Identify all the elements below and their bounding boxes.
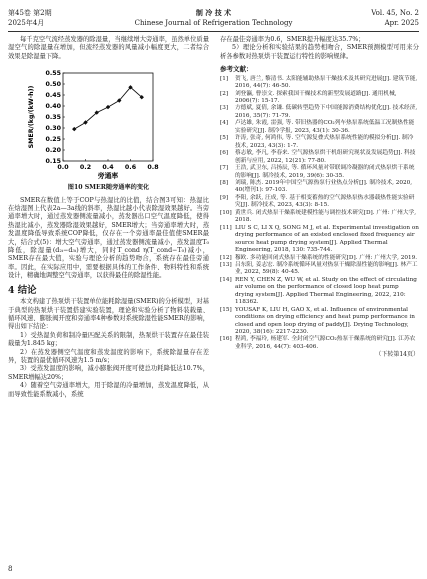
continued-note: （下转第14页） <box>375 351 419 359</box>
y-tick-label: 0.35 <box>45 114 61 122</box>
month-label: Apr. 2025 <box>384 19 419 27</box>
reference-number: [16] <box>220 336 232 343</box>
reference-list <box>220 76 419 352</box>
reference-number: [4] <box>220 120 229 127</box>
reference-text: 李阳, 余跃, 汪成, 等. 基于相变蓄热的空气源热泵热水器载热性能实验研究[J]. 制冷技术, 2023, 43(3): 8-15. <box>235 194 415 209</box>
reference-number: [8] <box>220 179 229 186</box>
reference-item <box>220 307 419 337</box>
reference-number: [7] <box>220 165 229 172</box>
reference-number: [5] <box>220 135 229 142</box>
paragraph: SMER在数值上等于COP与热湿比的比值，结合图3可知：热湿比在焓湿图上代表2a—3a线的斜率，热湿比越小代表除湿效果越好。当旁通率增大时，通过蒸发器侧流量减小，蒸发器出口空气温度降低，使得热湿比减小，蒸发器除湿效果越好，SMER增大；当旁通率增大时，蒸发温度降低导致系统COP降低，仅存在一个旁通率最佳值使SMER最大，结合式(5)：增大空气旁通率，通过蒸发器侧流量减小，蒸发温度T₀降低，除湿量(d₂ᵢ−d₃ᵢ)增大，同时T_cond η(T_cond−T₀)减小，SMER存在最大值，实验与理论分析的趋势吻合，系统存在最佳旁通率。因此，在实际应用中，需要根据具体的工作条件、物料特性和系统设计，精确地调整空气旁通率，以获得最佳的除湿性能。 <box>8 196 209 280</box>
y-tick-label: 0.30 <box>45 125 61 133</box>
conclusion-item: 4）随着空气旁通率增大，用于除湿的冷量增加，蒸发温度降低，从而导致性能系数减小，系统 <box>8 382 209 398</box>
references-title: 参考文献： <box>220 65 253 74</box>
plot-frame <box>63 73 153 161</box>
x-tick-label: 0.6 <box>124 164 137 172</box>
reference-item <box>220 336 419 351</box>
volume-label: Vol. 45, No. 2 <box>371 9 419 17</box>
reference-item <box>220 76 419 91</box>
reference-number: [12] <box>220 254 232 261</box>
reference-text: 刘瑞, 陈杰. 2019年中国空气源热泵行业热点分析[J]. 制冷技术, 2020, 40(增刊1): 97-103. <box>235 179 413 194</box>
reference-item <box>220 180 419 195</box>
journal-title-cn: 制 冷 技 术 <box>195 8 232 17</box>
page-header <box>8 8 419 38</box>
paragraph: 本文构建了热泵烘干装置单位能耗除湿量(SMER)的分析模型，对基于典型的热泵烘干装置搭建实验装置，理论和实验分析了物料装载量、循环风速、膨胀阀开度和旁通率4种参数对系统除湿性能SMER的影响，得出如下结论： <box>8 298 209 331</box>
reference-number: [3] <box>220 105 229 112</box>
y-tick-label: 0.45 <box>45 92 61 100</box>
reference-item <box>220 210 419 225</box>
reference-item <box>220 135 419 150</box>
reference-text: 刘登瀛, 曹崇文. 探索我国干燥技术的新型发展道路[J]. 通用机械, 2006(7): 15-17. <box>235 90 397 104</box>
conclusion-item: 5）理论分析和实验结果的趋势相吻合，SMER预测模型可用来分析各参数对热泵烘干装置运行特性的影响规律。 <box>220 44 419 60</box>
conclusion-item: 3）受蒸发温度的影响，减小膨胀阀开度可使总功耗降低达10.7%，SMER增幅达20%； <box>8 365 209 381</box>
data-point <box>72 127 76 131</box>
reference-text: 卢达雄, 朱霞, 雷强, 等. 带旧热器的CO₂列车热泵系统低温工况制热性能实验研究[J]. 制冷学报, 2023, 43(1): 30-36. <box>235 120 415 134</box>
reference-text: 方德斌, 夏倩, 余谦. 低碳转型趋势下中国能源消费结构优化[J]. 技术经济, 2016, 35(7): 71-79. <box>235 105 418 119</box>
reference-text: 吕东阳, 姜志宏. 制冷系统循环风量对热泵干燥除湿性能的影响[J]. 林产工业, 2022, 59(8): 40-45. <box>235 261 418 276</box>
issue-label: 第45卷 第2期 <box>8 9 52 17</box>
reference-item <box>220 165 419 180</box>
reference-item <box>220 120 419 135</box>
reference-text: 蔡志敏, 李凡, 李春来. 空气源热泵烘干机组研究现状及发展趋势[J]. 科技创新与应用, 2022, 12(21): 77-80. <box>235 150 416 164</box>
data-point <box>106 105 110 109</box>
y-tick-label: 0.40 <box>45 103 61 111</box>
reference-item <box>220 195 419 210</box>
reference-item <box>220 262 419 277</box>
reference-item <box>220 91 419 106</box>
reference-item <box>220 105 419 120</box>
reference-item <box>220 150 419 165</box>
figure-10 <box>8 65 209 183</box>
paragraph: 每千克空气流经蒸发器的除湿量，当继续增大旁通率，虽然单位质量湿空气的除湿量在增加，但流经蒸发器的风量减小幅度更大，二者综合效果是除湿量下降。 <box>8 36 209 60</box>
x-axis-label: 旁通率 <box>97 172 119 181</box>
y-tick-label: 0.50 <box>45 81 61 89</box>
reference-text: 王浩, 武卫东, 吕扬辰, 等. 循环风量对带联调冷凝器的闭式热泵烘干系统的影响[J]. 制冷技术, 2019, 39(6): 30-35. <box>235 165 415 179</box>
reference-text: REN Y, CHEN Z, WU W, et al. Study on the effect of circulating air volume on the performance of closed loop heat pump drying system[J]. Applied Thermal Engineering, 2022, 210: 118362. <box>235 276 417 306</box>
y-tick-label: 0.25 <box>45 136 61 144</box>
reference-text: LIU S C, LI X Q, SONG M J, et al. Experimental investigation on drying performance of an existed enclosed fixed frequency air source heat pump drying system[J]. Applied Thermal Engineering, 2018, 130: 735-744. <box>235 224 419 254</box>
reference-text: 程鸿, 李福玲, 杨建军. 全封闭空气源CO₂热泵干燥系统的研究[J]. 江苏农业科学, 2016, 44(7): 403-406. <box>235 336 416 350</box>
paragraph: 存在最佳旁通率为0.6，SMER提升幅度达35.7%； <box>220 36 365 43</box>
reference-text: YOUSAF K, LIU H, GAO X, et al. Influence of environmental conditions on drying efficiency and heat pump performance in closed and open loop drying of paddy[J]. Drying Technology, 2020, 38(16): 2217-2230. <box>235 306 415 336</box>
x-tick-label: 0.0 <box>57 164 69 172</box>
smer-chart <box>8 65 209 183</box>
reference-text: 黄世兵. 闭式热泵干燥系统建模性能与调控技术研究[D]. 广州: 广州大学, 2018. <box>235 209 417 224</box>
x-tick-label: 0.8 <box>147 164 159 172</box>
reference-text: 许涛, 张奇, 何鸿伟, 等. 空气源复叠式热泵系统性能的模拟分析[J]. 制冷技术, 2023, 43(3): 1-7. <box>235 135 414 149</box>
reference-number: [2] <box>220 90 229 97</box>
reference-item <box>220 277 419 307</box>
reference-number: [15] <box>220 306 232 313</box>
y-tick-label: 0.55 <box>45 70 61 78</box>
x-tick-label: 0.4 <box>102 164 114 172</box>
right-column <box>220 36 419 360</box>
reference-number: [6] <box>220 150 229 157</box>
header-right <box>371 8 419 28</box>
journal-title-en: Chinese Journal of Refrigeration Technology <box>134 19 293 27</box>
reference-number: [11] <box>220 224 232 231</box>
reference-text: 穆欧. 多功能回闭式热泵干燥系统的性能研究[D]. 广州: 广州大学, 2019. <box>235 254 418 261</box>
reference-number: [14] <box>220 276 232 283</box>
conclusion-item: 2）在蒸发器侧空气温度和蒸发温度的影响下，系统除湿量存在差异，装置的最优循环风速为1.5 m/s； <box>8 348 209 364</box>
figure-caption: 图10 SMER随旁通率的变化 <box>67 184 150 192</box>
y-tick-label: 0.20 <box>45 147 61 155</box>
page-number: 8 <box>8 565 13 573</box>
reference-number: [9] <box>220 194 229 201</box>
reference-number: [10] <box>220 209 232 216</box>
conclusion-item: 1）受热湿负荷和制冷量匹配关系的限制，热泵烘干装置存在最佳装载量为1.845 kg； <box>8 331 209 348</box>
header-rule <box>8 31 419 32</box>
reference-item <box>220 255 419 262</box>
x-tick-label: 0.2 <box>79 164 92 172</box>
reference-item <box>220 225 419 255</box>
reference-text: 贺飞, 唐兰, 黎清书. 太阳能辅助热泵干燥技术及其研究进展[J]. 建筑节能, 2016, 44(7): 46-50. <box>235 75 418 90</box>
header-center <box>8 8 419 28</box>
left-column <box>8 36 209 399</box>
y-axis-label: SMER/(kg/(kW·h)) <box>28 85 35 149</box>
reference-number: [1] <box>220 75 229 82</box>
reference-number: [13] <box>220 261 232 268</box>
section-title: 4 结论 <box>8 284 37 296</box>
y-tick-label: 0.15 <box>45 158 61 166</box>
issue-date: 2025年4月 <box>8 19 45 27</box>
